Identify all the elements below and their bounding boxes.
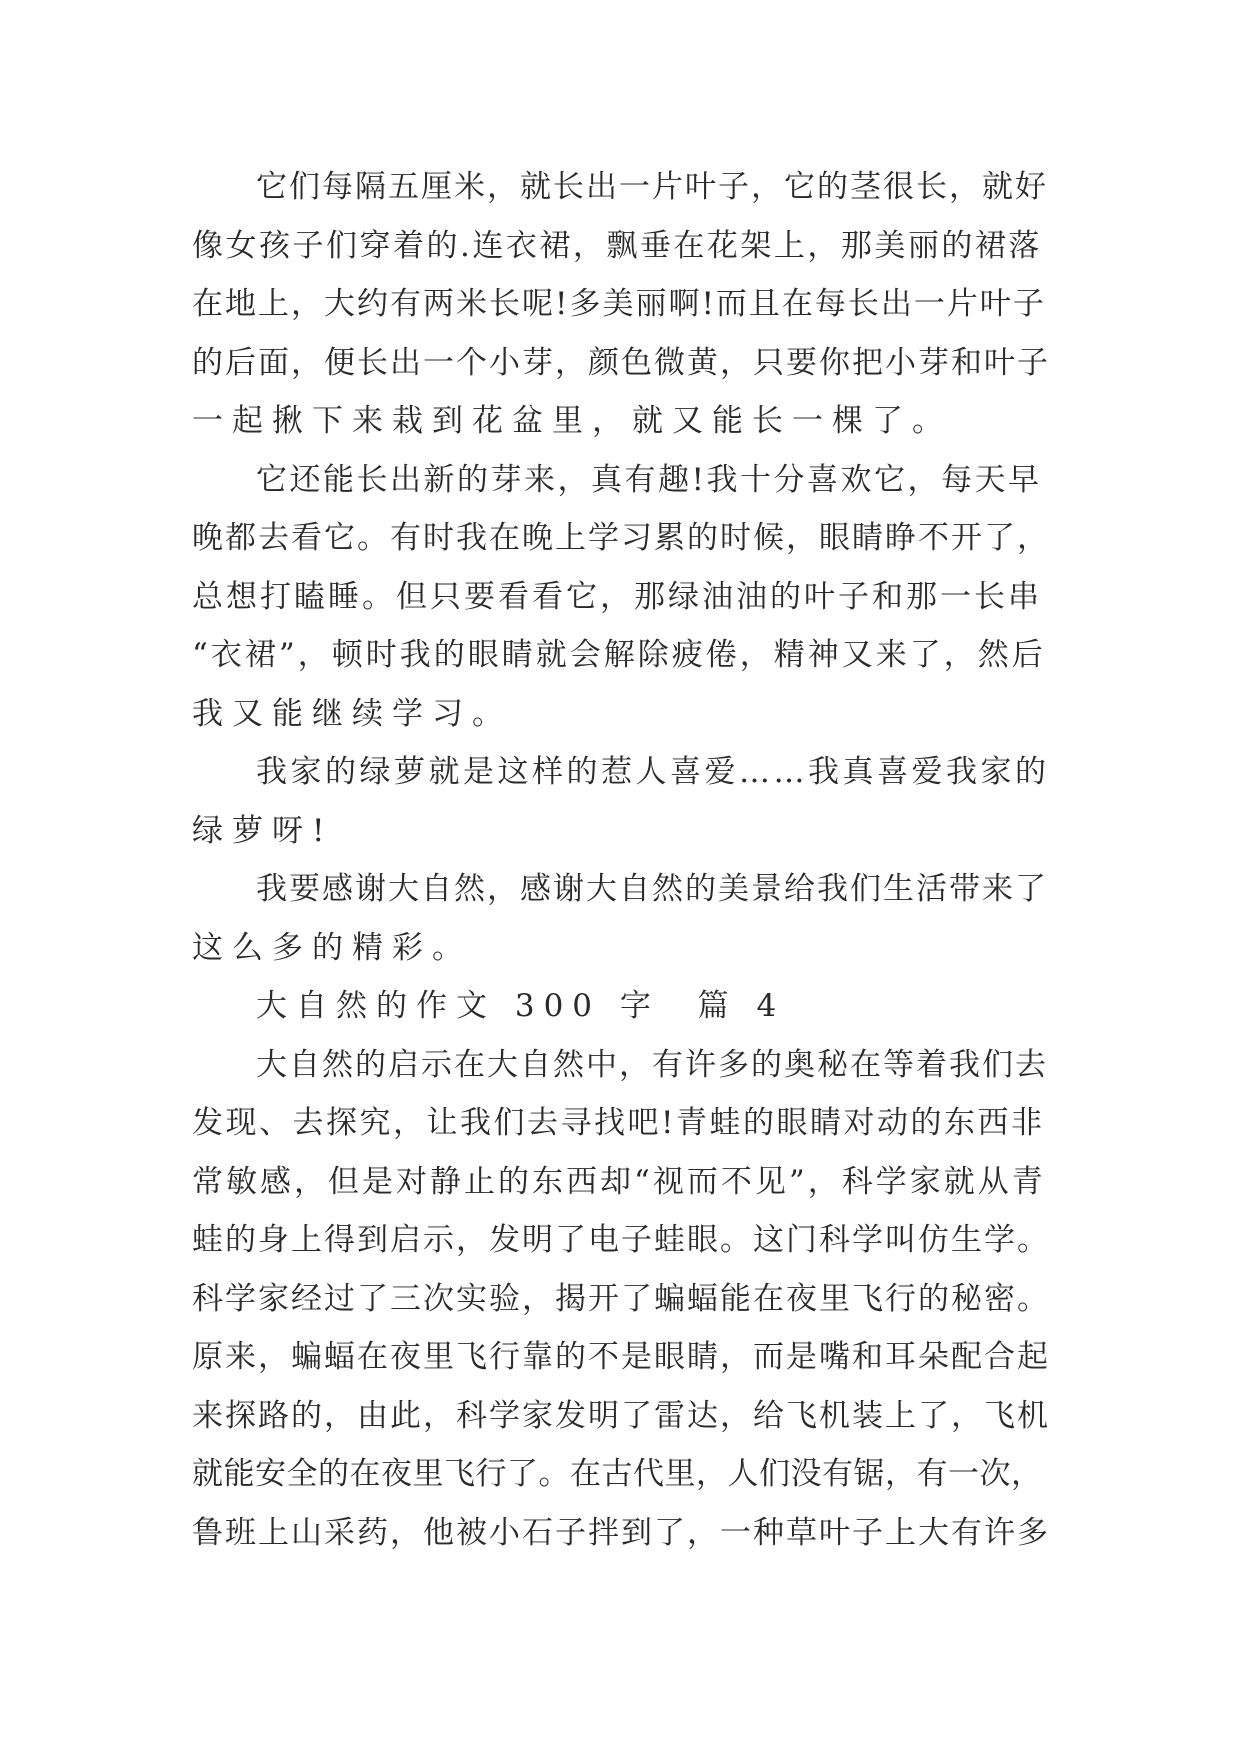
heading-text: 大自然的作文 300 字 篇 4 xyxy=(256,988,786,1024)
paragraph xyxy=(192,158,1052,451)
text-line: 鲁班上山采药，他被小石子拌到了，一种草叶子上大有许多 xyxy=(192,1514,1050,1551)
paragraph xyxy=(192,860,1052,977)
section-heading xyxy=(192,977,1052,1036)
text-line: 它还能长出新的芽来，真有趣!我十分喜欢它，每天早 xyxy=(256,461,1042,498)
text-line: 发现、去探究，让我们去寻找吧!青蛙的眼睛对动的东西非 xyxy=(192,1105,1045,1141)
text-line: 我又能继续学习。 xyxy=(192,695,512,732)
text-line: 科学家经过了三次实验，揭开了蝙蝠能在夜里飞行的秘密。 xyxy=(192,1280,1050,1317)
text-line: 大自然的启示在大自然中，有许多的奥秘在等着我们去 xyxy=(256,1046,1048,1083)
text-line: 绿萝呀! xyxy=(192,812,334,849)
text-line: 来探路的，由此，科学家发明了雷达，给飞机装上了，飞机 xyxy=(192,1397,1050,1434)
paragraph xyxy=(192,743,1052,860)
text-line: 就能安全的在夜里飞行了。在古代里，人们没有锯，有一次， xyxy=(192,1456,1043,1492)
paragraph xyxy=(192,451,1052,744)
text-line: 我家的绿萝就是这样的惹人喜爱……我真喜爱我家的 xyxy=(256,754,1050,790)
text-line: 的后面，便长出一个小芽，颜色微黄，只要你把小芽和叶子 xyxy=(192,344,1050,381)
paragraph xyxy=(192,1036,1052,1563)
text-line: 这么多的精彩。 xyxy=(192,929,472,966)
text-line: “衣裙”，顿时我的眼睛就会解除疲倦，精神又来了，然后 xyxy=(192,637,1046,673)
text-line: 蛙的身上得到启示，发明了电子蛙眼。这门科学叫仿生学。 xyxy=(192,1222,1050,1258)
document-body xyxy=(192,158,1052,1562)
text-line: 原来，蝙蝠在夜里飞行靠的不是眼睛，而是嘴和耳朵配合起 xyxy=(192,1339,1050,1375)
text-line: 晚都去看它。有时我在晚上学习累的时候，眼睛睁不开了， xyxy=(192,520,1050,556)
text-line: 它们每隔五厘米，就长出一片叶子，它的茎很长，就好 xyxy=(256,169,1048,205)
text-line: 在地上，大约有两米长呢!多美丽啊!而且在每长出一片叶子 xyxy=(192,286,1046,322)
text-line: 像女孩子们穿着的.连衣裙，飘垂在花架上，那美丽的裙落 xyxy=(192,227,1042,264)
text-line: 总想打瞌睡。但只要看看它，那绿油油的叶子和那一长串 xyxy=(192,578,1042,615)
text-line: 常敏感，但是对静止的东西却“视而不见”，科学家就从青 xyxy=(192,1163,1046,1200)
text-line: 我要感谢大自然，感谢大自然的美景给我们生活带来了 xyxy=(256,871,1048,907)
text-line: 一起揪下来栽到花盆里，就又能长一棵了。 xyxy=(192,403,952,439)
